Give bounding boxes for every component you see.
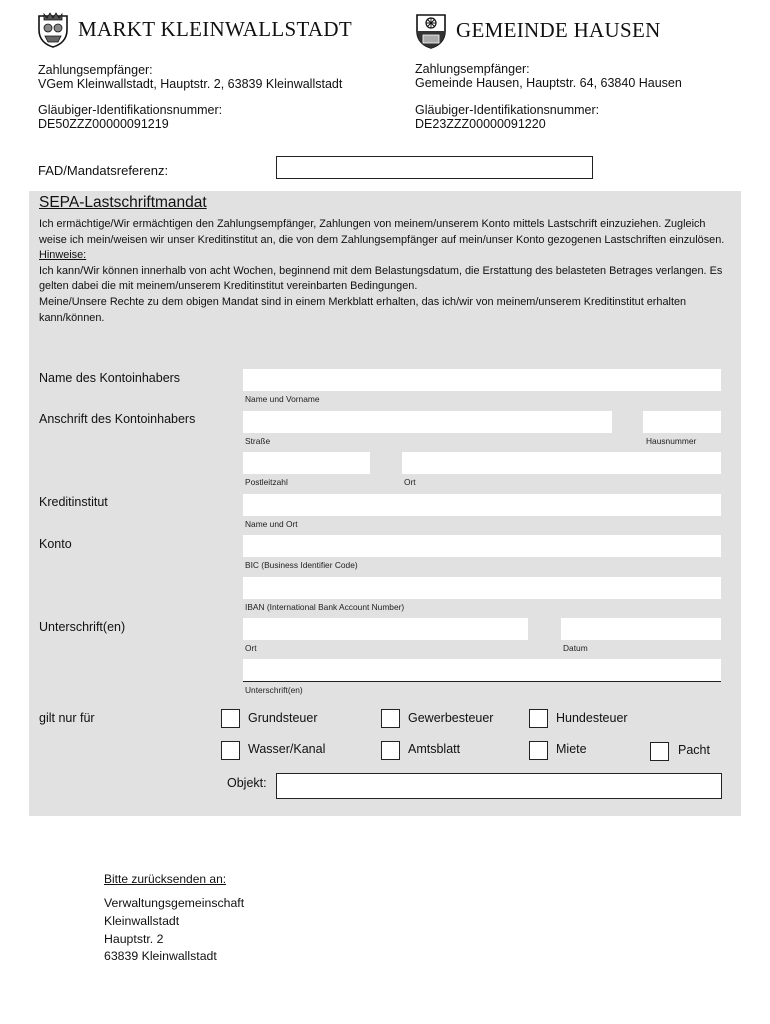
pacht-label: Pacht bbox=[678, 743, 710, 757]
hundesteuer-checkbox[interactable] bbox=[529, 709, 548, 728]
notes-label: Hinweise: bbox=[39, 249, 87, 262]
address-label: Anschrift des Kontoinhabers bbox=[39, 412, 196, 426]
city-input[interactable] bbox=[402, 452, 721, 474]
object-input[interactable] bbox=[276, 773, 722, 799]
return-address-heading: Bitte zurücksenden an: bbox=[104, 872, 227, 886]
signature-input[interactable] bbox=[243, 659, 721, 682]
postcode-caption: Postleitzahl bbox=[245, 477, 288, 487]
house-number-caption: Hausnummer bbox=[646, 436, 697, 446]
signature-label: Unterschrift(en) bbox=[39, 620, 126, 634]
gewerbesteuer-checkbox[interactable] bbox=[381, 709, 400, 728]
house-number-input[interactable] bbox=[643, 411, 721, 433]
notes-text-rights: Meine/Unsere Rechte zu dem obigen Mandat sind in einem Merkblatt erhalten, das ich/wir von meinem/unserem Kreditinstitut erhalten kann/können. bbox=[39, 295, 687, 324]
notes-text-refund: Ich kann/Wir können innerhalb von acht Wochen, beginnend mit dem Belastungsdatum, die Erstattung des belasteten Betrages verlangen. Es gelten dabei die mit meinem/unserem Kreditinstitut vereinbarten Bedingungen. bbox=[39, 264, 723, 293]
signature-caption: Unterschrift(en) bbox=[245, 685, 303, 695]
return-address-line3: Hauptstr. 2 bbox=[104, 932, 164, 946]
return-address-line1: Verwaltungsgemeinschaft bbox=[104, 896, 245, 910]
iban-caption: IBAN (International Bank Account Number) bbox=[245, 602, 405, 612]
miete-checkbox[interactable] bbox=[529, 741, 548, 760]
sign-place-input[interactable] bbox=[243, 618, 528, 640]
hundesteuer-label: Hundesteuer bbox=[556, 711, 628, 725]
street-caption: Straße bbox=[245, 436, 271, 446]
name-caption: Name und Vorname bbox=[245, 394, 320, 404]
hausen-payee-label: Zahlungsempfänger: bbox=[415, 62, 530, 76]
city-caption: Ort bbox=[404, 477, 416, 487]
return-address-line4: 63839 Kleinwallstadt bbox=[104, 949, 217, 963]
hausen-creditor-id-label: Gläubiger-Identifikationsnummer: bbox=[415, 103, 600, 117]
bank-input[interactable] bbox=[243, 494, 721, 516]
iban-input[interactable] bbox=[243, 577, 721, 599]
return-address-line2: Kleinwallstadt bbox=[104, 914, 180, 928]
street-input[interactable] bbox=[243, 411, 612, 433]
bic-caption: BIC (Business Identifier Code) bbox=[245, 560, 358, 570]
postcode-input[interactable] bbox=[243, 452, 370, 474]
mandate-reference-field[interactable] bbox=[276, 156, 593, 179]
account-holder-name-input[interactable] bbox=[243, 369, 721, 391]
sign-place-caption: Ort bbox=[245, 643, 257, 653]
gewerbesteuer-label: Gewerbesteuer bbox=[408, 711, 494, 725]
sign-date-input[interactable] bbox=[561, 618, 721, 640]
object-label: Objekt: bbox=[227, 776, 267, 790]
kleinwallstadt-title: MARKT KLEINWALLSTADT bbox=[78, 17, 352, 41]
hausen-coat-of-arms-icon bbox=[415, 13, 447, 49]
wasser-kanal-checkbox[interactable] bbox=[221, 741, 240, 760]
sepa-mandate-title: SEPA-Lastschriftmandat bbox=[39, 194, 207, 211]
kleinwallstadt-creditor-id-value: DE50ZZZ00000091219 bbox=[38, 117, 169, 131]
grundsteuer-checkbox[interactable] bbox=[221, 709, 240, 728]
pacht-checkbox[interactable] bbox=[650, 742, 669, 761]
kleinwallstadt-coat-of-arms-icon bbox=[36, 12, 70, 48]
applies-to-label: gilt nur für bbox=[39, 711, 95, 725]
kleinwallstadt-creditor-id-label: Gläubiger-Identifikationsnummer: bbox=[38, 103, 223, 117]
hausen-creditor-id-value: DE23ZZZ00000091220 bbox=[415, 117, 546, 131]
bank-caption: Name und Ort bbox=[245, 519, 298, 529]
kleinwallstadt-payee-value: VGem Kleinwallstadt, Hauptstr. 2, 63839 Kleinwallstadt bbox=[38, 77, 343, 91]
authorization-text: Ich ermächtige/Wir ermächtigen den Zahlungsempfänger, Zahlungen von meinem/unserem Konto mittels Lastschrift einzuziehen. Zugleich weise ich mein/weisen wir unser Kreditinstitut an, die von dem Zahlungsempfänger auf mein/unser Konto gezogenen Lastschriften einzulösen. bbox=[39, 218, 725, 246]
mandate-authorization-text bbox=[39, 217, 729, 326]
hausen-title: GEMEINDE HAUSEN bbox=[456, 18, 661, 42]
account-holder-label: Name des Kontoinhabers bbox=[39, 371, 181, 385]
account-label: Konto bbox=[39, 537, 72, 551]
mandate-reference-label: FAD/Mandatsreferenz: bbox=[38, 163, 169, 178]
wasser-kanal-label: Wasser/Kanal bbox=[248, 742, 326, 756]
bic-input[interactable] bbox=[243, 535, 721, 557]
amtsblatt-label: Amtsblatt bbox=[408, 742, 461, 756]
kleinwallstadt-payee-label: Zahlungsempfänger: bbox=[38, 63, 153, 77]
miete-label: Miete bbox=[556, 742, 587, 756]
grundsteuer-label: Grundsteuer bbox=[248, 711, 318, 725]
hausen-payee-value: Gemeinde Hausen, Hauptstr. 64, 63840 Hausen bbox=[415, 76, 682, 90]
amtsblatt-checkbox[interactable] bbox=[381, 741, 400, 760]
sign-date-caption: Datum bbox=[563, 643, 588, 653]
bank-label: Kreditinstitut bbox=[39, 495, 108, 509]
